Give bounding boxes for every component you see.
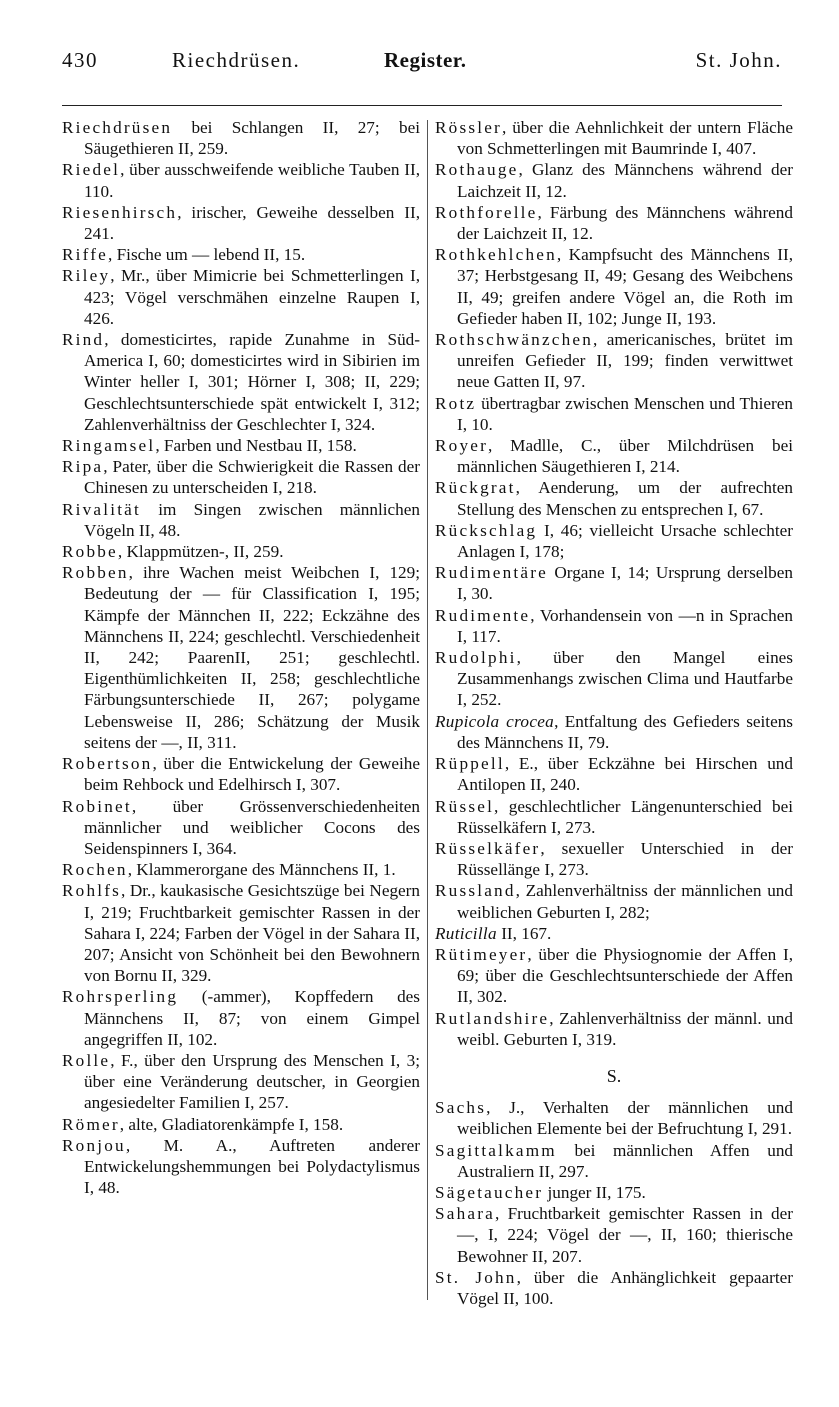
entry-text: übertragbar zwischen Menschen und Thieren I, 10. (457, 393, 793, 434)
entry-keyword: Robertson (62, 754, 153, 774)
index-entry (435, 1267, 793, 1309)
entry-keyword: Rolle (62, 1050, 111, 1070)
index-entry (62, 753, 420, 795)
index-entry (62, 1050, 420, 1114)
entry-keyword: Rückgrat (435, 478, 516, 498)
entry-keyword: Rochen (62, 860, 128, 880)
index-entry (62, 202, 420, 244)
entry-text: , M. A., Auftreten anderer Entwickelungshemmungen bei Polydactylismus I, 48. (84, 1135, 420, 1198)
entry-keyword: Rind (62, 330, 105, 350)
entry-text: , E., über Eckzähne bei Hirschen und Antilopen II, 240. (457, 754, 793, 795)
entry-text: , Fruchtbarkeit gemischter Rassen in der —, I, 224; Vögel der —, II, 160; thierische Bewohner II, 207. (457, 1204, 793, 1266)
entry-text: , über ausschweifende weibliche Tauben II, 110. (84, 160, 420, 201)
header-rule (62, 105, 782, 106)
entry-keyword: Rohrsperling (62, 987, 179, 1007)
entry-keyword: Sachs (435, 1098, 487, 1118)
right-column-r-entries (435, 117, 793, 1050)
entry-text: , Klappmützen-, II, 259. (117, 542, 284, 562)
index-entry (435, 117, 793, 159)
entry-keyword: Rudolphi (435, 648, 517, 668)
entry-text: II, 167. (496, 923, 552, 943)
right-column-s-entries (435, 1097, 793, 1309)
entry-text: , Mr., über Mimicrie bei Schmetterlingen I, 423; Vögel verschmähen einzelne Raupen I, 426. (84, 266, 420, 328)
entry-keyword: Rotz (435, 393, 477, 413)
entry-keyword: Ripa (62, 457, 104, 477)
entry-keyword: Rohlfs (62, 881, 122, 901)
entry-keyword: Römer (62, 1114, 120, 1134)
header-title: Register. (384, 48, 467, 72)
index-entry (435, 520, 793, 562)
index-entry (62, 435, 420, 456)
index-entry (435, 647, 793, 711)
entry-text: , Klammerorgane des Männchens II, 1. (127, 860, 396, 880)
entry-text: , alte, Gladiatorenkämpfe I, 158. (119, 1114, 344, 1134)
entry-text: , J., Verhalten der männlichen und weiblichen Elemente bei der Befruchtung I, 291. (457, 1098, 793, 1139)
index-entry (62, 1114, 420, 1135)
entry-text: , Fische um — lebend II, 15. (108, 245, 306, 265)
index-entry (435, 1097, 793, 1139)
entry-keyword: Ringamsel (62, 436, 156, 456)
entry-text: , geschlechtlicher Längenunterschied bei Rüsselkäfern I, 273. (457, 796, 793, 837)
index-entry (62, 159, 420, 201)
entry-text: , über Grössenverschiedenheiten männlicher und weiblicher Cocons des Seidenspinners I, 364. (84, 796, 420, 858)
entry-text: , Pater, über die Schwierigkeit die Rassen der Chinesen zu unterscheiden I, 218. (84, 457, 420, 498)
index-entry (435, 711, 793, 753)
entry-text: , domesticirtes, rapide Zunahme in Süd-America I, 60; domesticirtes wird in Sibirien im Winter heller I, 301; Hörner I, 308; II, 229; Geschlechtsunterschiede spät entwickelt I, 312; Zahlenverhältniss der Geschlechter I, 324. (84, 330, 420, 434)
entry-keyword: Riley (62, 266, 111, 286)
index-entry (435, 393, 793, 435)
entry-text: , Färbung des Männchens während der Laichzeit II, 12. (457, 202, 793, 244)
index-entry (435, 1182, 793, 1203)
entry-text: , Dr., kaukasische Gesichtszüge bei Negern I, 219; Fruchtbarkeit gemischter Rassen in der Sahara I, 224; Farben der Vögel in der Sahara II, 207; Ansicht von Schönheit bei den Bewohnern von Bornu II, 329. (84, 881, 420, 986)
entry-keyword: Rössler (435, 118, 502, 137)
entry-text: Organe I, 14; Ursprung derselben I, 30. (457, 563, 793, 604)
entry-keyword: Rothschwänzchen (435, 330, 594, 350)
entry-text: , Zahlenverhältniss der männlichen und weiblichen Geburten I, 282; (457, 881, 793, 922)
entry-text: , über den Mangel eines Zusammenhangs zwischen Clima und Hautfarbe I, 252. (457, 648, 793, 710)
entry-text: , Entfaltung des Gefieders seitens des Männchens II, 79. (457, 711, 793, 752)
entry-text: junger II, 175. (543, 1182, 646, 1202)
entry-keyword: Sagittalkamm (435, 1140, 557, 1160)
index-entry (435, 1140, 793, 1182)
right-column (435, 117, 793, 1309)
entry-keyword: Robben (62, 563, 129, 583)
index-entry (435, 796, 793, 838)
entry-keyword: Royer (435, 436, 489, 456)
index-entry (435, 923, 793, 944)
entry-text: , Farben und Nestbau II, 158. (155, 436, 357, 456)
index-entry (62, 499, 420, 541)
entry-keyword: Rutlandshire (435, 1008, 550, 1028)
entry-keyword: Ronjou (62, 1135, 126, 1155)
entry-text: , Aenderung, um der aufrechten Stellung des Menschen zu entsprechen I, 67. (457, 478, 793, 519)
index-entry (435, 1008, 793, 1050)
entry-text: , über die Aehnlichkeit der untern Fläche von Schmetterlingen mit Baumrinde I, 407. (457, 118, 793, 159)
index-entry (62, 880, 420, 986)
entry-keyword: Rückschlag (435, 520, 538, 540)
column-divider (427, 120, 428, 1300)
entry-keyword: Rüsselkäfer (435, 838, 541, 858)
entry-text: bei Schlangen II, 27; bei Säugethieren II, 259. (84, 118, 420, 159)
index-entry (435, 753, 793, 795)
index-entry (435, 944, 793, 1008)
index-entry (62, 986, 420, 1050)
entry-text: bei männlichen Affen und Australiern II, 297. (457, 1140, 793, 1181)
index-entry (435, 477, 793, 519)
entry-keyword: Robbe (62, 542, 118, 562)
index-entry (435, 605, 793, 647)
entry-keyword: Rudimentäre (435, 563, 548, 583)
entry-text: , über die Anhänglichkeit gepaarter Vögel II, 100. (457, 1267, 793, 1308)
entry-keyword: Robinet (62, 796, 132, 816)
index-entry (62, 562, 420, 753)
entry-keyword: Ruticilla (435, 923, 497, 943)
index-entry (435, 329, 793, 393)
entry-keyword: Riedel (62, 160, 121, 180)
index-entry (435, 562, 793, 604)
entry-text: , F., über den Ursprung des Menschen I, 3; über eine Veränderung deutscher, in Georgien angesiedelter Familien I, 257. (84, 1050, 420, 1113)
header-last-entry: St. John. (695, 48, 782, 72)
entry-keyword: St. John (435, 1267, 517, 1287)
entry-text: , Zahlenverhältniss der männl. und weibl. Geburten I, 319. (457, 1008, 793, 1049)
entry-keyword: Rüppell (435, 754, 505, 774)
entry-keyword: Riechdrüsen (62, 118, 173, 137)
entry-keyword: Rothauge (435, 160, 519, 180)
entry-keyword: Rivalität (62, 499, 141, 519)
page-number: 430 (62, 48, 98, 72)
index-entry (62, 456, 420, 498)
entry-text: , ihre Wachen meist Weibchen I, 129; Bedeutung der — für Classification I, 195; Kämpfe der Männchen II, 222; Eckzähne des Männchens II, 224; geschlechtl. Verschiedenheit II, 242; PaarenII, 251; geschlechtl. Eigenthümlichkeiten II, 258; geschlechtliche Färbungsunterschiede II, 267; polygame Lebensweise II, 286; Schätzung der Musik seitens der —, II, 311. (84, 563, 420, 752)
entry-keyword: Rothkehlchen (435, 245, 557, 265)
index-entry (62, 265, 420, 329)
entry-text: , sexueller Unterschied in der Rüssellänge I, 273. (457, 838, 793, 880)
index-entry (62, 796, 420, 860)
index-entry (435, 1203, 793, 1267)
index-entry (435, 838, 793, 880)
entry-keyword: Rudimente (435, 605, 531, 625)
header-first-entry: Riechdrüsen. (172, 48, 301, 72)
section-heading: S. (606, 1065, 622, 1086)
entry-text: I, 46; vielleicht Ursache schlechter Anlagen I, 178; (457, 520, 793, 562)
index-entry (435, 159, 793, 201)
index-entry (62, 541, 420, 562)
entry-text: , Madlle, C., über Milchdrüsen bei männlichen Säugethieren I, 214. (457, 436, 793, 477)
left-column (62, 117, 420, 1198)
entry-keyword: Riffe (62, 245, 109, 265)
entry-text: , Vorhandensein von —n in Sprachen I, 117. (457, 605, 793, 646)
entry-keyword: Sahara (435, 1204, 495, 1224)
index-entry (62, 1135, 420, 1199)
index-entry (435, 202, 793, 244)
index-entry (62, 859, 420, 880)
entry-keyword: Rupicola crocea (435, 711, 555, 731)
entry-keyword: Riesenhirsch (62, 202, 178, 222)
entry-text: im Singen zwischen männlichen Vögeln II, 48. (84, 499, 420, 540)
entry-keyword: Rüssel (435, 796, 495, 816)
entry-text: , irischer, Geweihe desselben II, 241. (84, 202, 420, 244)
entry-keyword: Sägetaucher (435, 1182, 544, 1202)
index-entry (435, 435, 793, 477)
entry-text: (-ammer), Kopffedern des Männchens II, 87; von einem Gimpel angegriffen II, 102. (84, 987, 420, 1049)
entry-text: , americanisches, brütet im unreifen Gefieder II, 199; finden verwittwet neue Gatten II, 97. (457, 330, 793, 392)
index-entry (435, 880, 793, 922)
index-entry (62, 244, 420, 265)
index-entry (435, 244, 793, 329)
entry-keyword: Rütimeyer (435, 944, 528, 964)
entry-text: , über die Entwickelung der Geweihe beim Rehbock und Edelhirsch I, 307. (84, 754, 420, 795)
entry-text: , über die Physiognomie der Affen I, 69; über die Geschlechtsunterschiede der Affen II, 302. (457, 944, 793, 1007)
entry-keyword: Rothforelle (435, 202, 538, 222)
running-header (62, 48, 782, 78)
entry-text: , Kampfsucht des Männchens II, 37; Herbstgesang II, 49; Gesang des Weibchens II, 49; greifen andere Vögel an, die Roth im Gefieder haben II, 102; Junge II, 193. (457, 245, 793, 328)
entry-text: , Glanz des Männchens während der Laichzeit II, 12. (457, 160, 793, 201)
index-entry (62, 117, 420, 159)
entry-keyword: Russland (435, 881, 516, 901)
index-entry (62, 329, 420, 435)
